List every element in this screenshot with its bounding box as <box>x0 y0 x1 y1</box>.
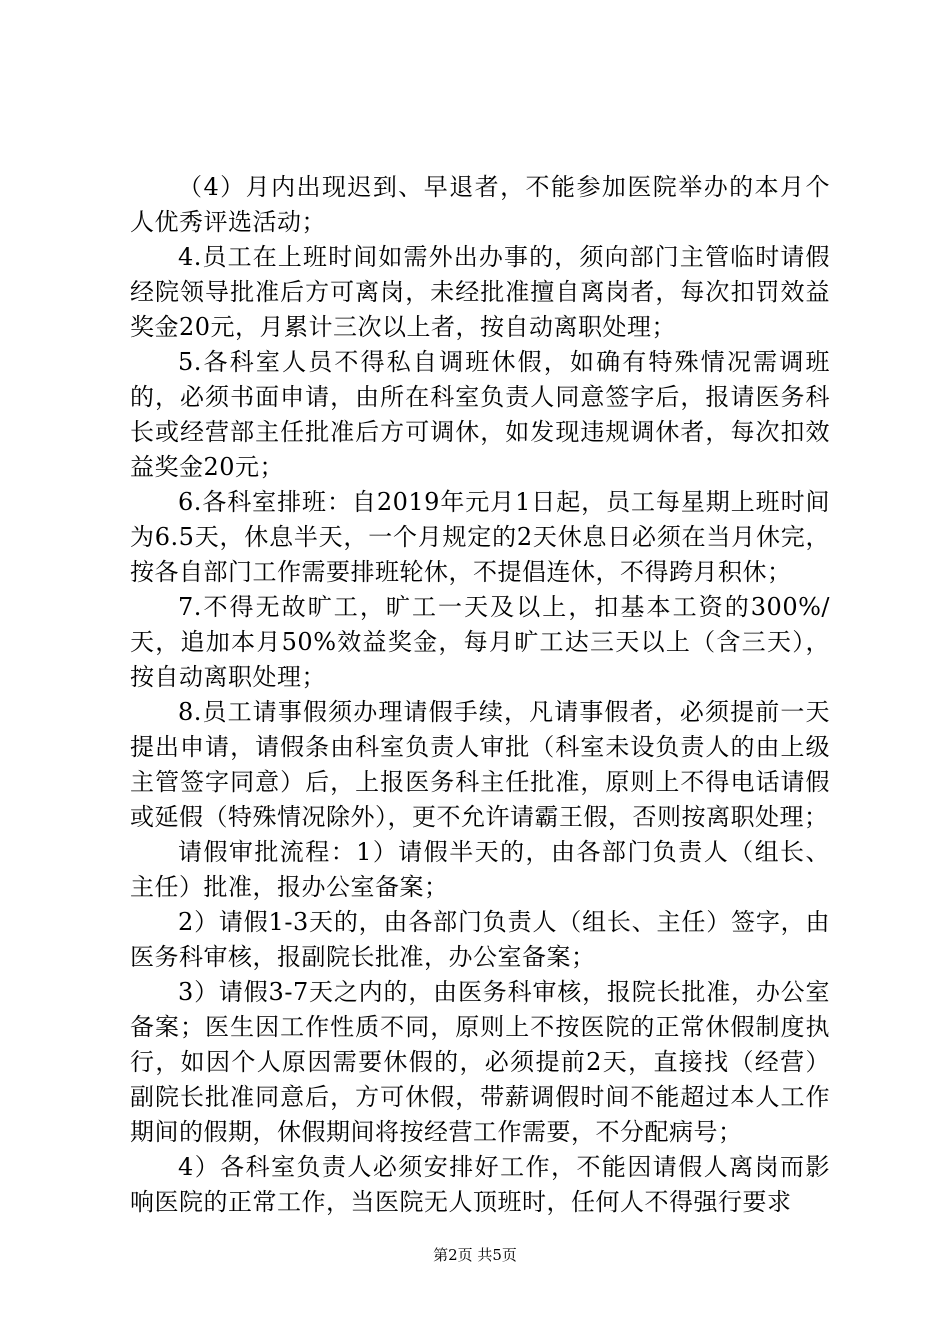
paragraph: 8.员工请事假须办理请假手续，凡请事假者，必须提前一天提出申请，请假条由科室负责人审批（科室未设负责人的由上级主管签字同意）后，上报医务科主任批准，原则上不得电话请假或延假（特殊情况除外），更不允许请霸王假，否则按离职处理； <box>130 698 830 831</box>
paragraph: 5.各科室人员不得私自调班休假，如确有特殊情况需调班的，必须书面申请，由所在科室负责人同意签字后，报请医务科长或经营部主任批准后方可调休，如发现违规调休者，每次扣效益奖金20元； <box>130 348 830 481</box>
document-body <box>130 170 830 1220</box>
paragraph: 3）请假3-7天之内的，由医务科审核，报院长批准，办公室备案；医生因工作性质不同，原则上不按医院的正常休假制度执行，如因个人原因需要休假的，必须提前2天，直接找（经营）副院长批准同意后，方可休假，带薪调假时间不能超过本人工作期间的假期，休假期间将按经营工作需要，不分配病号； <box>130 978 830 1146</box>
paragraph: 请假审批流程：1）请假半天的，由各部门负责人（组长、主任）批准，报办公室备案； <box>130 838 830 901</box>
paragraph: （4）月内出现迟到、早退者，不能参加医院举办的本月个人优秀评选活动； <box>130 173 830 236</box>
paragraph: 4.员工在上班时间如需外出办事的，须向部门主管临时请假经院领导批准后方可离岗，未经批准擅自离岗者，每次扣罚效益奖金20元，月累计三次以上者，按自动离职处理； <box>130 243 830 341</box>
paragraph: 2）请假1-3天的，由各部门负责人（组长、主任）签字，由医务科审核，报副院长批准，办公室备案； <box>130 908 830 971</box>
paragraph: 4）各科室负责人必须安排好工作，不能因请假人离岗而影响医院的正常工作，当医院无人顶班时，任何人不得强行要求 <box>130 1153 830 1216</box>
paragraph: 6.各科室排班：自2019年元月1日起，员工每星期上班时间为6.5天，休息半天，一个月规定的2天休息日必须在当月休完，按各自部门工作需要排班轮休，不提倡连休，不得跨月积休； <box>130 488 830 586</box>
page-number-footer: 第2页 共5页 <box>433 1246 517 1264</box>
paragraph: 7.不得无故旷工，旷工一天及以上，扣基本工资的300%/天，追加本月50%效益奖金，每月旷工达三天以上（含三天），按自动离职处理； <box>130 593 830 691</box>
